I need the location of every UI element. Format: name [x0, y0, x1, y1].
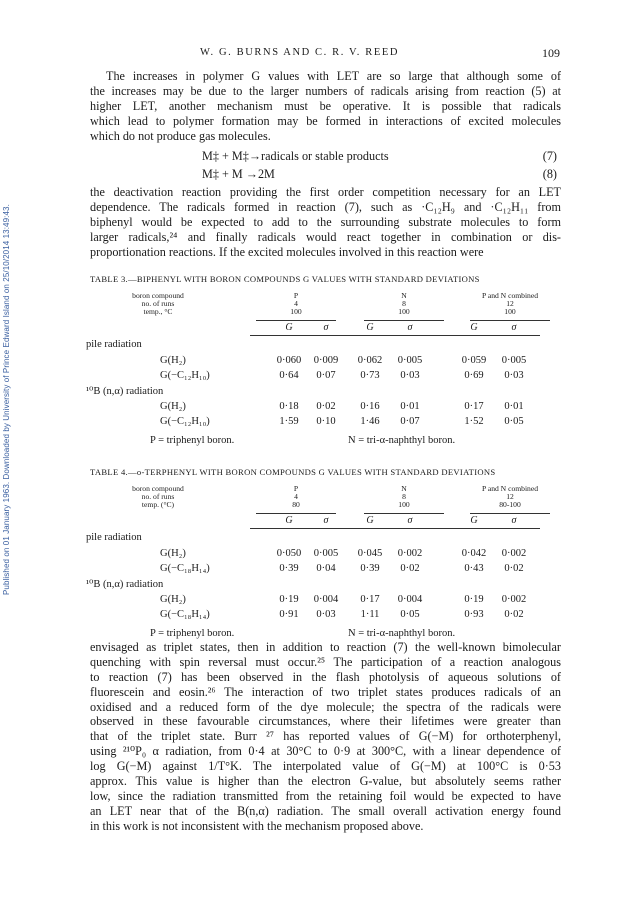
table-cell: 0·062	[357, 355, 383, 366]
column-head: σ	[511, 322, 517, 333]
text-line: envisaged as triplet states, then in addition to reaction (7) the well-known bimolecular	[90, 640, 561, 654]
column-head: σ	[511, 515, 517, 526]
running-head-authors: W. G. BURNS AND C. R. V. REED	[200, 47, 400, 58]
table-cell: 0·03	[400, 370, 420, 381]
column-head: σ	[323, 515, 329, 526]
text-line: to reaction (7) has been observed in the flash photolysis of aqueous solutions of	[90, 669, 561, 684]
table-cell: 0·18	[279, 401, 299, 412]
section-label: pile radiation	[86, 339, 142, 350]
paragraph-2	[90, 185, 561, 259]
paragraph-1	[90, 69, 561, 143]
group-temp: 100	[398, 307, 410, 316]
group-runs: 12	[506, 492, 514, 501]
table-cell: 0·01	[400, 401, 420, 412]
group-rule	[364, 320, 444, 321]
group-runs: 8	[402, 299, 406, 308]
row-label: G(−C₁₂H₁₀)	[160, 416, 210, 427]
section-label: pile radiation	[86, 532, 142, 543]
group-temp: 100	[504, 307, 516, 316]
table-cell: 1·11	[360, 609, 380, 620]
equation-7	[90, 149, 561, 164]
group-name: P and N combined	[481, 291, 539, 300]
row-label: G(−C₁₈H₁₄)	[160, 609, 210, 620]
group-temp: 100	[290, 307, 302, 316]
table-cell: 0·045	[357, 548, 383, 559]
table-cell: 1·52	[464, 416, 484, 427]
group-temp: 100	[398, 500, 410, 509]
header-row-label: boron compound	[132, 484, 184, 493]
text-line: quenching with spin reversal must occur.²⁵ The participation of a reaction analogous	[90, 654, 561, 669]
footnote-n: N = tri-α-naphthyl boron.	[348, 628, 456, 639]
table-cell: 0·17	[464, 401, 484, 412]
text-line: The increases in polymer G values with LET are so large that although some of	[106, 69, 561, 83]
footnote-p: P = triphenyl boron.	[150, 628, 235, 639]
header-row-label: temp. (°C)	[141, 500, 175, 509]
table-cell: 0·042	[461, 548, 487, 559]
table-cell: 0·39	[279, 563, 299, 574]
group-runs: 12	[506, 299, 514, 308]
text-line: dependence. The radicals formed in reaction (7), such as ·C₁₂H₉ and ·C₁₂H₁₁ from	[90, 199, 561, 214]
row-label: G(−C₁₂H₁₀)	[160, 370, 210, 381]
text-line: biphenyl would be expected to add to the surrounding substrate molecules to form	[90, 214, 561, 229]
equation-number: (8)	[542, 167, 557, 181]
column-head: σ	[407, 322, 413, 333]
header-row-label: no. of runs	[141, 299, 175, 308]
text-line: fluorescein and eosin.²⁶ The interaction of two triplet states produces radicals of an	[90, 684, 561, 699]
header-row-label: boron compound	[132, 291, 184, 300]
table-cell: 0·01	[504, 401, 524, 412]
table-cell: 0·03	[504, 370, 524, 381]
table-4	[86, 484, 561, 644]
header-row-label: no. of runs	[141, 492, 175, 501]
equation-8	[90, 167, 561, 182]
footnote-n: N = tri-α-naphthyl boron.	[348, 435, 456, 446]
table-cell: 0·07	[316, 370, 336, 381]
row-label: G(H₂)	[160, 594, 186, 605]
group-rule	[470, 513, 550, 514]
section-label: ¹⁰B (n,α) radiation	[86, 579, 164, 590]
column-head: σ	[323, 322, 329, 333]
table-cell: 0·02	[316, 401, 336, 412]
table-cell: 0·39	[360, 563, 380, 574]
table-cell: 0·005	[313, 548, 339, 559]
row-label: G(−C₁₈H₁₄)	[160, 563, 210, 574]
table-cell: 0·17	[360, 594, 380, 605]
equation-expression: M‡ + M‡→radicals or stable products	[202, 149, 389, 163]
table-cell: 0·002	[501, 594, 527, 605]
text-line: using ²¹⁰P₀ α radiation, from 0·4 at 30°C to 0·9 at 300°C, with a linear dependence of	[90, 744, 561, 759]
group-runs: 4	[294, 492, 298, 501]
text-line: log G(−M) against 1/T°K. The interpolated value of G(−M) at 100°C is 0·53	[90, 759, 561, 774]
table-cell: 0·03	[316, 609, 336, 620]
table-cell: 0·005	[397, 355, 423, 366]
text-line: oxidised and a reduced form of the dye molecule; the spectra of the radicals were	[90, 699, 561, 714]
column-head: G	[366, 515, 374, 526]
group-name: N	[401, 484, 407, 493]
table-cell: 0·009	[313, 355, 339, 366]
table-cell: 0·19	[464, 594, 484, 605]
group-runs: 4	[294, 299, 298, 308]
text-line: approx. This value is higher than the electron G-value, but absolutely seems rather	[90, 774, 561, 789]
column-head: G	[470, 515, 478, 526]
group-name: N	[401, 291, 407, 300]
equation-expression: M‡ + M →2M	[202, 167, 275, 181]
table-3-caption: TABLE 3.—BIPHENYL WITH BORON COMPOUNDS G VALUES WITH STANDARD DEVIATIONS	[90, 274, 480, 284]
table-cell: 0·07	[400, 416, 420, 427]
table-3	[86, 291, 561, 451]
header-row-label: temp., °C	[143, 307, 173, 316]
group-name: P	[293, 291, 299, 300]
group-temp: 80	[292, 500, 300, 509]
column-head: G	[470, 322, 478, 333]
table-cell: 0·02	[504, 609, 524, 620]
table-cell: 0·16	[360, 401, 380, 412]
text-line: an LET near that of the B(n,α) radiation. The small overall activation energy found	[90, 803, 561, 818]
text-line: which do not produce gas molecules.	[90, 128, 271, 143]
row-label: G(H₂)	[160, 355, 186, 366]
text-line: larger radicals,²⁴ and finally radicals would react together in combination or dis-	[90, 229, 561, 244]
table-cell: 0·05	[400, 609, 420, 620]
group-temp: 80-100	[499, 500, 521, 509]
page-header	[90, 47, 560, 63]
table-cell: 0·002	[501, 548, 527, 559]
text-line: higher LET, another mechanism must be operative. It is possible that radicals	[90, 98, 561, 113]
group-runs: 8	[402, 492, 406, 501]
table-cell: 0·005	[501, 355, 527, 366]
text-line: observed in these favourable circumstances, where their lifetimes were greater than	[90, 714, 561, 729]
table-cell: 0·91	[279, 609, 299, 620]
column-head-rule	[250, 335, 540, 336]
table-cell: 0·93	[464, 609, 484, 620]
text-line: which lead to polymer formation may be formed in interactions of excited molecules	[90, 113, 561, 128]
group-name: P and N combined	[481, 484, 539, 493]
text-line: low, since the radiation transmitted from the retaining foil would be expected to have	[90, 788, 561, 803]
page-number: 109	[542, 46, 560, 60]
table-cell: 0·004	[397, 594, 423, 605]
table-cell: 0·059	[461, 355, 487, 366]
table-cell: 0·004	[313, 594, 339, 605]
table-4-caption: TABLE 4.—o-TERPHENYL WITH BORON COMPOUNDS G VALUES WITH STANDARD DEVIATIONS	[90, 467, 496, 477]
table-cell: 0·050	[276, 548, 302, 559]
table-cell: 0·02	[504, 563, 524, 574]
paragraph-3	[90, 640, 561, 834]
table-cell: 1·59	[279, 416, 299, 427]
column-head-rule	[250, 528, 540, 529]
column-head: G	[285, 322, 293, 333]
table-cell: 0·10	[316, 416, 336, 427]
section-label: ¹⁰B (n,α) radiation	[86, 386, 164, 397]
group-rule	[364, 513, 444, 514]
publication-side-note: Published on 01 January 1963. Downloaded by University of Prince Edward Island on 25/10/2014 13:49:43.	[2, 204, 11, 596]
group-rule	[256, 320, 336, 321]
text-line: in this work is not inconsistent with the mechanism proposed above.	[90, 818, 424, 833]
equation-number: (7)	[542, 149, 557, 163]
table-cell: 0·69	[464, 370, 484, 381]
row-label: G(H₂)	[160, 401, 186, 412]
row-label: G(H₂)	[160, 548, 186, 559]
group-rule	[256, 513, 336, 514]
text-line: proportionation reactions. If the excited molecules involved in this reaction were	[90, 244, 484, 259]
table-cell: 0·02	[400, 563, 420, 574]
text-line: the increases may be due to the larger numbers of radicals arising from reaction (5) at	[90, 83, 561, 98]
table-cell: 0·04	[316, 563, 336, 574]
group-name: P	[293, 484, 299, 493]
text-line: the deactivation reaction providing the first order competition necessary for an LET	[90, 185, 561, 199]
table-cell: 0·060	[276, 355, 302, 366]
table-cell: 0·19	[279, 594, 299, 605]
table-cell: 0·05	[504, 416, 524, 427]
table-cell: 1·46	[360, 416, 380, 427]
group-rule	[470, 320, 550, 321]
column-head: G	[366, 322, 374, 333]
table-cell: 0·64	[279, 370, 299, 381]
table-cell: 0·43	[464, 563, 484, 574]
column-head: σ	[407, 515, 413, 526]
text-line: that of the triplet state. Burr ²⁷ has reported values of G(−M) for orthoterphenyl,	[90, 729, 561, 744]
column-head: G	[285, 515, 293, 526]
table-cell: 0·73	[360, 370, 380, 381]
footnote-p: P = triphenyl boron.	[150, 435, 235, 446]
table-cell: 0·002	[397, 548, 423, 559]
